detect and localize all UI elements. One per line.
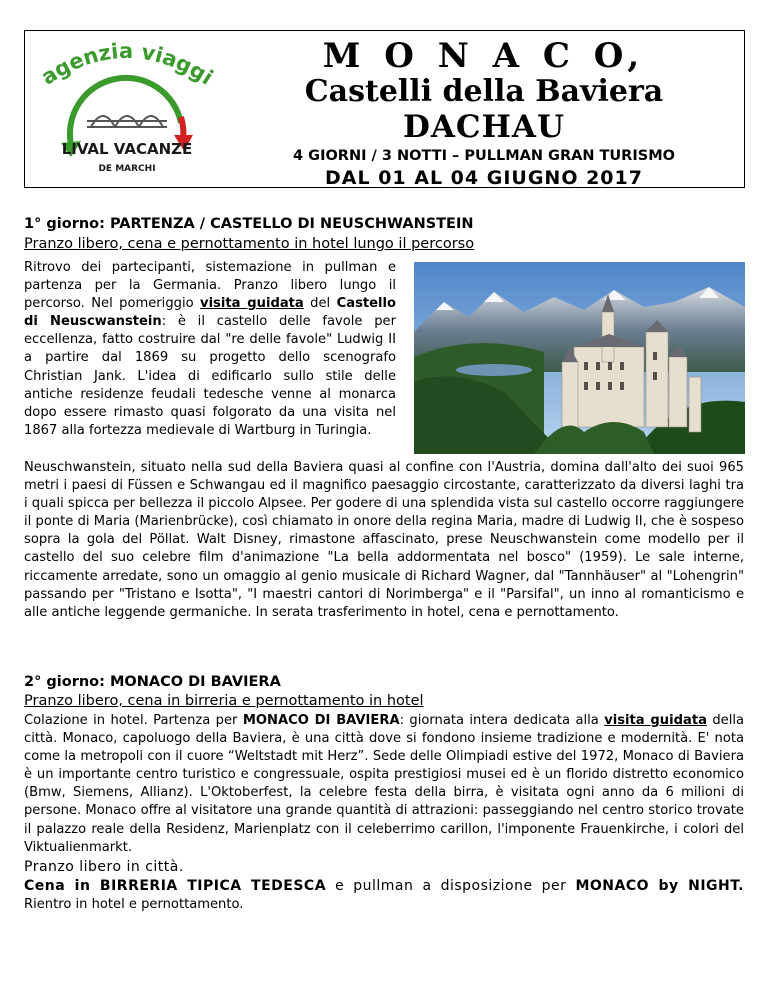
trip-subtitle: 4 GIORNI / 3 NOTTI – PULLMAN GRAN TURISMO [293, 148, 675, 164]
bridge-icon [87, 116, 167, 127]
logo-brand-text: LIVAL VACANZE [61, 140, 193, 158]
day2-text-a: Colazione in hotel. Partenza per [24, 713, 243, 728]
day2-title: 2° giorno: MONACO DI BAVIERA [24, 674, 281, 690]
day2-dinner: Cena in BIRRERIA TIPICA TEDESCA [24, 877, 327, 894]
day1-title: 1° giorno: PARTENZA / CASTELLO DI NEUSCHWANSTEIN [24, 216, 474, 232]
day2-body [24, 712, 744, 914]
logo-green-arrow [70, 78, 181, 145]
day2-dinner-end: Rientro in hotel e pernottamento. [24, 896, 244, 912]
day1-intro-b: del [303, 296, 337, 312]
trip-dates: DAL 01 AL 04 GIUGNO 2017 [325, 167, 643, 189]
day2-city: MONACO DI BAVIERA [242, 713, 400, 728]
day1-body [24, 459, 744, 622]
day2-meals: Pranzo libero, cena in birreria e pernottamento in hotel [24, 693, 424, 709]
day1-intro-c: : è il castello delle favole per eccellenza, fatto costruire dal "re delle favole" Ludwig II a partire dal 1869 su progetto dello scenografo Christian Jank. L'idea di edificarlo sullo stile delle antiche residenze feudali tedesche venne al monarca dopo essere rimasto quasi folgorato da una visita nel 1867 alla fortezza medievale di Wartburg in Turingia. [24, 314, 396, 438]
day1-castle-name: Castello di Neuscwanstein [24, 296, 396, 330]
title-dachau: DACHAU [403, 109, 565, 145]
title-monaco: M O N A C O, [322, 36, 646, 76]
header-box [24, 30, 745, 188]
day1-body-text: Neuschwanstein, situato nella sud della Baviera quasi al confine con l'Austria, domina dall'alto dei suoi 965 metri i paesi di Füssen e Schwangau ed il magnifico paesaggio circostante, caratterizzato da diversi laghi tra i quali spicca per bellezza il piccolo Alpsee. Per godere di una splendida vista sul castello occorre raggiungere il ponte di Maria (Marienbrücke), così chiamato in onore della regina Maria, madre di Ludwig II, che è sospeso sopra la gola del Pöllat. Walt Disney, rimastone affascinato, prese Neuschwanstein come modello per il castello del suo celebre film d'animazione "La bella addormentata nel bosco" (1959). Le sale interne, riccamente arredate, sono un omaggio al genio musicale di Richard Wagner, dal "Tannhäuser" al "Lohengrin" passando per "Tristano e Isotta", "I maestri cantori di Norimberga" e il "Parsifal", un inno al romanticismo e alle antiche leggende germaniche. In serata trasferimento in hotel, cena e pernottamento. [24, 460, 744, 620]
title-castelli: Castelli della Baviera [304, 74, 664, 109]
day2-lunch: Pranzo libero in città. [24, 858, 184, 875]
day2-monaco-night: MONACO by NIGHT. [575, 877, 744, 894]
logo-graphic [31, 35, 221, 185]
logo-brand-sub-text: DE MARCHI [98, 164, 156, 174]
day2-text-b: : giornata intera dedicata alla [399, 713, 605, 728]
neuschwanstein-photo [414, 262, 745, 454]
day2-visit-link: visita guidata [604, 713, 707, 728]
day1-intro [24, 259, 396, 440]
day1-visit-link: visita guidata [200, 296, 304, 312]
logo-arc-text: agenzia viaggi [36, 38, 218, 90]
day2-text-c: della città. Monaco, capoluogo della Baviera, è una città dove si fondono insieme tradizione e modernità. E' nota come la metropoli con il cuore “Weltstadt mit Herz”. Sede delle Olimpiadi estive del 1972, Monaco di Baviera è un importante centro turistico e congressuale, ospita prestigiosi musei ed è un florido distretto economico (Bmw, Siemens, Allianz). L'Oktoberfest, la celebre festa della birra, è visitata ogni anno da 6 milioni di persone. Monaco offre al visitatore una grande quantità di attrazioni: passeggiando nel centro storico trovate il palazzo reale della Residenz, Marienplatz con il celeberrimo carillon, l'imponente Frauenkirche, i colori del Viktualienmarkt. [24, 713, 744, 855]
day1-intro-a: Ritrovo dei partecipanti, sistemazione in pullman e partenza per la Germania. Pranzo libero lungo il percorso. Nel pomeriggio [24, 260, 396, 312]
agency-logo [31, 35, 221, 185]
day2-dinner-mid: e pullman a disposizione per [326, 877, 576, 894]
day1-meals: Pranzo libero, cena e pernottamento in hotel lungo il percorso [24, 236, 475, 252]
